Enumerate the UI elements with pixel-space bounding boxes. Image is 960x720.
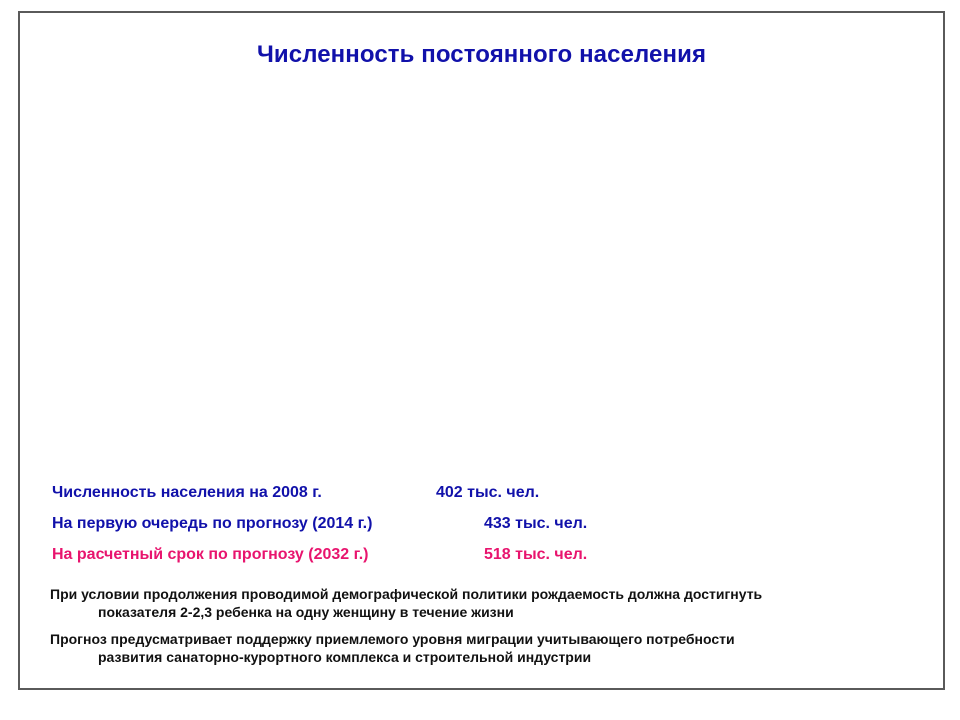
stat-value-2008: 402 тыс. чел. bbox=[436, 484, 540, 501]
note-migration-line-2: развития санаторно-курортного комплекса и строительной индустрии bbox=[98, 649, 592, 665]
note-birth-rate bbox=[50, 585, 880, 621]
stat-label-2032: На расчетный срок по прогнозу (2032 г.) bbox=[52, 546, 369, 563]
note-birth-rate-line-2: показателя 2-2,3 ребенка на одну женщину в течение жизни bbox=[98, 604, 514, 620]
note-migration bbox=[50, 630, 880, 666]
stat-label-2008: Численность населения на 2008 г. bbox=[52, 484, 322, 501]
stat-value-2032: 518 тыс. чел. bbox=[484, 546, 588, 563]
note-birth-rate-line-1: При условии продолжения проводимой демографической политики рождаемость должна достигнуть bbox=[50, 586, 763, 602]
slide-frame bbox=[18, 11, 945, 690]
stat-value-2014: 433 тыс. чел. bbox=[484, 515, 588, 532]
note-migration-line-1: Прогноз предусматривает поддержку приемлемого уровня миграции учитывающего потребности bbox=[50, 631, 735, 647]
stat-label-2014: На первую очередь по прогнозу (2014 г.) bbox=[52, 515, 373, 532]
slide-title: Численность постоянного населения bbox=[256, 41, 707, 68]
